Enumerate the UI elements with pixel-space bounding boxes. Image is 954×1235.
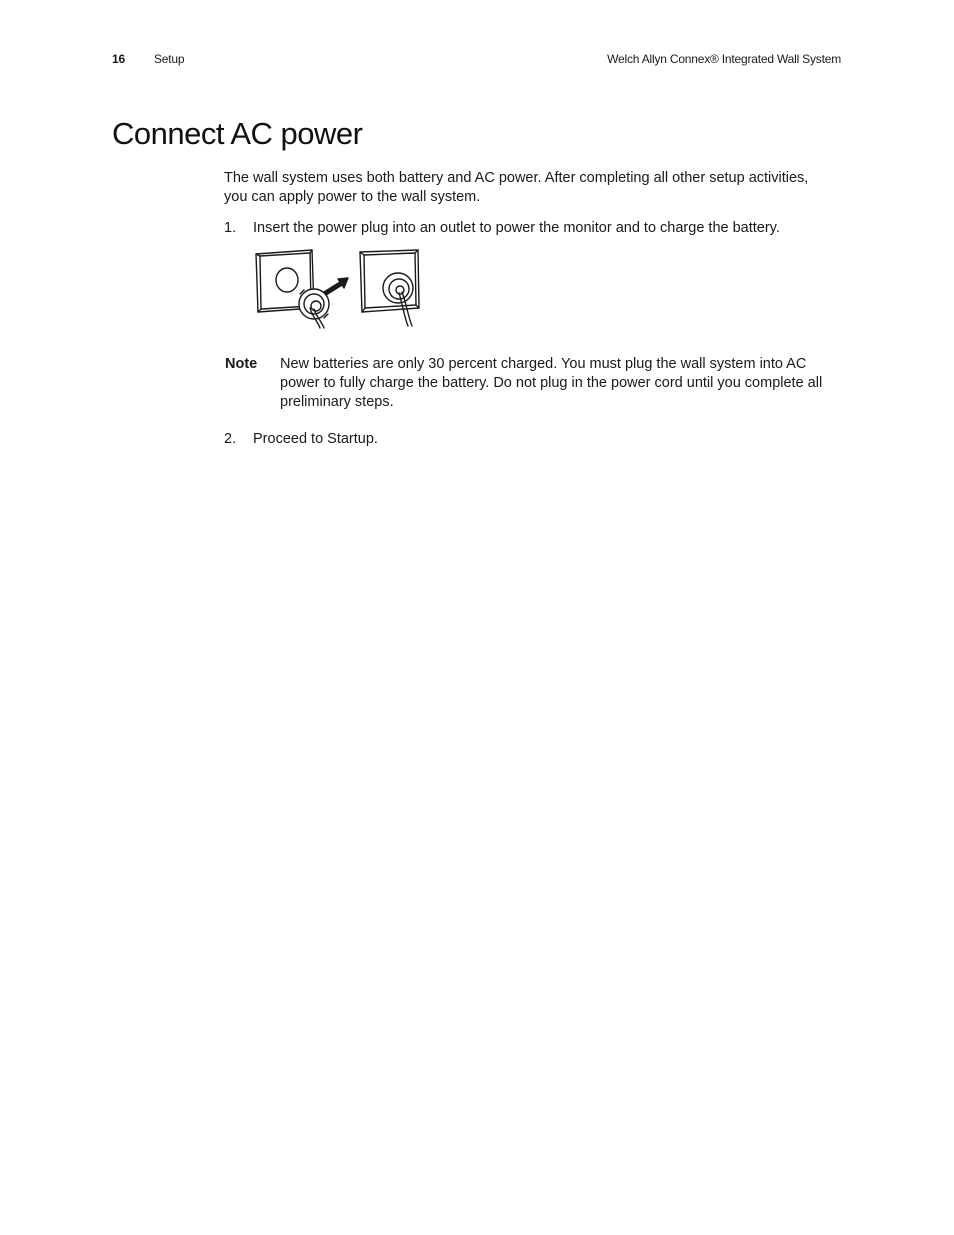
step-text: Proceed to Startup.	[253, 431, 378, 447]
section-name: Setup	[154, 52, 185, 66]
page-number: 16	[112, 52, 125, 66]
intro-paragraph: The wall system uses both battery and AC power. After completing all other setup activities, you can apply power to the wall system.	[224, 170, 809, 205]
step-number: 1.	[224, 220, 237, 236]
power-plug-illustration	[252, 246, 424, 330]
step-number: 2.	[224, 431, 237, 447]
step-2	[224, 430, 844, 450]
document-title: Welch Allyn Connex® Integrated Wall System	[607, 52, 841, 66]
page-title: Connect AC power	[112, 116, 363, 151]
step-text: Insert the power plug into an outlet to power the monitor and to charge the battery.	[253, 220, 780, 236]
step-1	[224, 219, 844, 239]
note-label: Note	[225, 356, 258, 372]
note-text: New batteries are only 30 percent charged. You must plug the wall system into AC power to fully charge the battery. Do not plug in the power cord until you complete all preliminary steps.	[280, 356, 823, 410]
outlet-plug-icon	[252, 246, 424, 330]
page-header	[112, 52, 841, 70]
